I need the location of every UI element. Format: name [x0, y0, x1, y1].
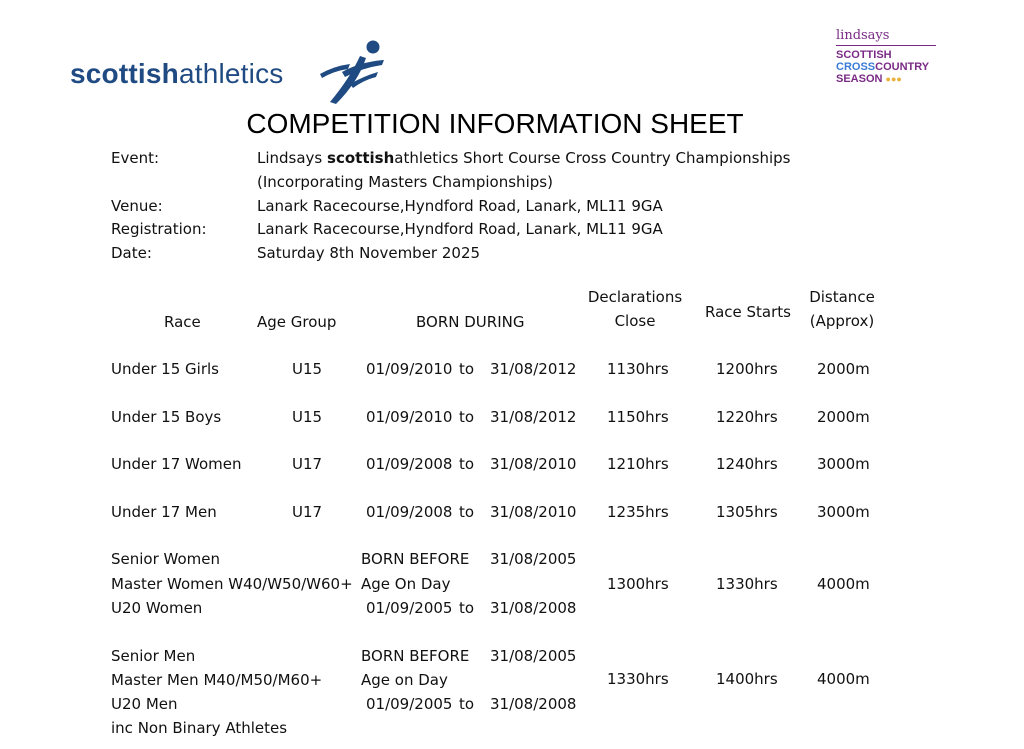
event-label: Event:	[111, 149, 160, 167]
race-non-binary: inc Non Binary Athletes	[111, 719, 288, 737]
row-race: Under 15 Boys	[111, 408, 222, 426]
row-born-from: 01/09/2008	[366, 455, 453, 473]
row-race: Under 17 Men	[111, 503, 217, 521]
u20-born-to: 31/08/2008	[490, 599, 577, 617]
row-distance: 3000m	[817, 503, 870, 521]
age-on-day: Age on Day	[361, 671, 448, 689]
race-senior-men: Senior Men	[111, 647, 196, 665]
race-master-men: Master Men M40/M50/M60+	[111, 671, 323, 689]
row-declarations-close: 1130hrs	[607, 360, 669, 378]
header-age-group: Age Group	[257, 313, 337, 331]
row-to: to	[459, 503, 475, 521]
row-born-to: 31/08/2012	[490, 360, 577, 378]
logo-light: athletics	[178, 58, 284, 89]
row-race-start: 1400hrs	[716, 670, 778, 688]
sponsor-divider	[836, 45, 936, 46]
row-age-group: U15	[292, 360, 323, 378]
row-born-to: 31/08/2012	[490, 408, 577, 426]
u20-born-from: 01/09/2005	[366, 695, 453, 713]
row-race-start: 1200hrs	[716, 360, 778, 378]
row-distance: 3000m	[817, 455, 870, 473]
registration-value: Lanark Racecourse,Hyndford Road, Lanark, ML11 9GA	[257, 220, 663, 238]
header-born-during: BORN DURING	[416, 313, 525, 331]
event-value: Lindsays scottishathletics Short Course Cross Country Championships	[257, 149, 791, 167]
row-race-start: 1305hrs	[716, 503, 778, 521]
venue-label: Venue:	[111, 197, 163, 215]
row-to: to	[459, 455, 475, 473]
sponsor-line-1: SCOTTISH	[836, 49, 892, 61]
sponsor-brand: lindsays	[836, 28, 890, 43]
date-label: Date:	[111, 244, 152, 262]
row-to: to	[459, 408, 475, 426]
scottish-athletics-logo-text	[70, 58, 283, 90]
row-race-start: 1240hrs	[716, 455, 778, 473]
row-age-group: U17	[292, 503, 323, 521]
row-declarations-close: 1235hrs	[607, 503, 669, 521]
logo-bold: scottish	[70, 58, 179, 89]
page-title: COMPETITION INFORMATION SHEET	[246, 108, 744, 139]
age-on-day: Age On Day	[361, 575, 451, 593]
event-value-line-2: (Incorporating Masters Championships)	[257, 173, 553, 191]
venue-value: Lanark Racecourse,Hyndford Road, Lanark, ML11 9GA	[257, 197, 663, 215]
sponsor-line-3: SEASON ●●●	[836, 73, 902, 85]
born-before-date: 31/08/2005	[490, 550, 577, 568]
u20-born-from: 01/09/2005	[366, 599, 453, 617]
row-distance: 4000m	[817, 670, 870, 688]
header-race: Race	[164, 313, 201, 331]
row-race: Under 15 Girls	[111, 360, 219, 378]
u20-to: to	[459, 695, 475, 713]
row-declarations-close: 1330hrs	[607, 670, 669, 688]
row-declarations-close: 1210hrs	[607, 455, 669, 473]
race-u20-men: U20 Men	[111, 695, 178, 713]
row-declarations-close: 1300hrs	[607, 575, 669, 593]
header-race-starts: Race Starts	[705, 303, 791, 321]
race-u20-women: U20 Women	[111, 599, 203, 617]
race-senior-women: Senior Women	[111, 550, 221, 568]
born-before-label: BORN BEFORE	[361, 550, 470, 568]
registration-label: Registration:	[111, 220, 207, 238]
row-race: Under 17 Women	[111, 455, 242, 473]
row-born-from: 01/09/2010	[366, 408, 453, 426]
row-declarations-close: 1150hrs	[607, 408, 669, 426]
row-born-from: 01/09/2010	[366, 360, 453, 378]
sponsor-line-2: CROSSCOUNTRY	[836, 61, 930, 73]
row-distance: 2000m	[817, 408, 870, 426]
row-born-from: 01/09/2008	[366, 503, 453, 521]
row-distance: 2000m	[817, 360, 870, 378]
lindsays-cross-country-logo	[836, 28, 946, 85]
runner-logo-icon	[320, 38, 390, 110]
row-to: to	[459, 360, 475, 378]
row-born-to: 31/08/2010	[490, 503, 577, 521]
row-race-start: 1220hrs	[716, 408, 778, 426]
race-master-women: Master Women W40/W50/W60+	[111, 575, 353, 593]
born-before-date: 31/08/2005	[490, 647, 577, 665]
runners-icon: ●●●	[885, 74, 902, 84]
header-distance: Distance	[809, 288, 875, 306]
row-age-group: U17	[292, 455, 323, 473]
row-age-group: U15	[292, 408, 323, 426]
u20-to: to	[459, 599, 475, 617]
row-race-start: 1330hrs	[716, 575, 778, 593]
row-born-to: 31/08/2010	[490, 455, 577, 473]
u20-born-to: 31/08/2008	[490, 695, 577, 713]
date-value: Saturday 8th November 2025	[257, 244, 481, 262]
born-before-label: BORN BEFORE	[361, 647, 470, 665]
header-declarations: Declarations	[587, 288, 683, 306]
row-distance: 4000m	[817, 575, 870, 593]
header-declarations-close: Close	[614, 312, 656, 330]
header-distance-approx: (Approx)	[809, 312, 875, 330]
